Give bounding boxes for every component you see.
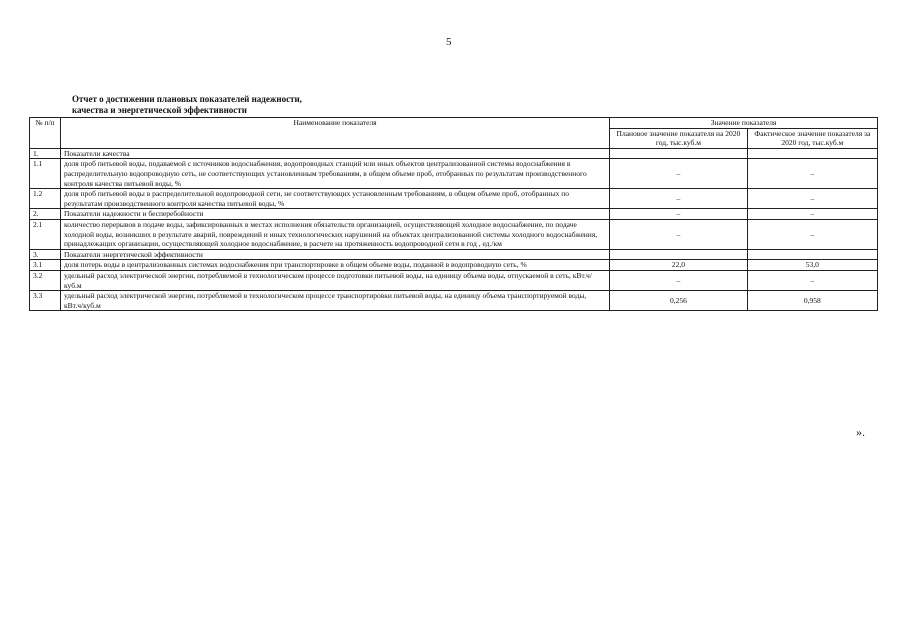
page-number: 5 (446, 36, 452, 48)
plan-value-cell: – (610, 219, 748, 249)
fact-value-cell: – (747, 159, 877, 189)
plan-value-cell (610, 249, 748, 260)
row-number-cell: 2. (30, 209, 61, 220)
row-number-cell: 1.2 (30, 189, 61, 209)
header-plan: Плановое значение показателя на 2020 год, тыс.куб.м (610, 128, 748, 148)
fact-value-cell (747, 249, 877, 260)
plan-value-cell: – (610, 189, 748, 209)
indicator-name-cell: доля проб питьевой воды в распределительной водопроводной сети, не соответствующих установленным требованиям, в общем объеме проб, отобранных по результатам производственного контроля качества питьевой воды, % (61, 189, 610, 209)
plan-value-cell: – (610, 209, 748, 220)
table-row (30, 249, 878, 260)
table-row (30, 148, 878, 159)
fact-value-cell: – (747, 209, 877, 220)
row-number-cell: 2.1 (30, 219, 61, 249)
plan-value-cell: – (610, 270, 748, 290)
fact-value-cell: – (747, 219, 877, 249)
table-row (30, 159, 878, 189)
report-title (72, 94, 302, 116)
indicator-name-cell: доля потерь воды в централизованных системах водоснабжения при транспортировке в общем объеме воды, поданной в водопроводную сеть, % (61, 260, 610, 271)
closing-quote-mark: ». (856, 425, 865, 439)
plan-value-cell (610, 148, 748, 159)
indicator-name-cell: Показатели надежности и бесперебойности (61, 209, 610, 220)
row-number-cell: 3.2 (30, 270, 61, 290)
fact-value-cell: 53,0 (747, 260, 877, 271)
header-num: № п/п (30, 118, 61, 149)
row-number-cell: 1.1 (30, 159, 61, 189)
table-row (30, 291, 878, 311)
row-number-cell: 3.3 (30, 291, 61, 311)
plan-value-cell: 22,0 (610, 260, 748, 271)
table-row (30, 270, 878, 290)
table-row (30, 260, 878, 271)
indicator-name-cell: удельный расход электрической энергии, потребляемой в технологическом процессе транспортировки питьевой воды, на единицу объема транспортируемой воды, кВт.ч/куб.м (61, 291, 610, 311)
table-row (30, 189, 878, 209)
indicator-name-cell: Показатели энергетической эффективности (61, 249, 610, 260)
indicator-name-cell: удельный расход электрической энергии, потребляемой в технологическом процессе подготовки питьевой воды, на единицу объема воды, отпускаемой в сеть, кВт.ч/куб.м (61, 270, 610, 290)
row-number-cell: 3.1 (30, 260, 61, 271)
indicator-name-cell: Показатели качества (61, 148, 610, 159)
header-row-top (30, 118, 878, 129)
plan-value-cell: 0,256 (610, 291, 748, 311)
fact-value-cell: – (747, 189, 877, 209)
fact-value-cell: – (747, 270, 877, 290)
report-title-line-2: качества и энергетической эффективности (72, 105, 247, 115)
header-fact: Фактическое значение показателя за 2020 год, тыс.куб.м (747, 128, 877, 148)
fact-value-cell: 0,958 (747, 291, 877, 311)
indicator-name-cell: доля проб питьевой воды, подаваемой с источников водоснабжения, водопроводных станций или иных объектов централизованной системы водоснабжения в распределительную водопроводную сеть, не соответствующих установленным требованиям, в общем объеме проб, отобранных по результатам производственного контроля качества питьевой воды, % (61, 159, 610, 189)
report-title-line-1: Отчет о достижении плановых показателей надежности, (72, 94, 302, 104)
fact-value-cell (747, 148, 877, 159)
indicator-name-cell: количество перерывов в подаче воды, зафиксированных в местах исполнения обязательств организацией, осуществляющей холодное водоснабжение, по подаче холодной воды, возникших в результате аварий, повреждений и иных технологических нарушений на объектах централизованной системы холодного водоснабжения, принадлежащих организации, осуществляющей холодное водоснабжение, в расчете на протяженность водопроводной сети в год , ед./км (61, 219, 610, 249)
row-number-cell: 1. (30, 148, 61, 159)
table-row (30, 209, 878, 220)
table-row (30, 219, 878, 249)
indicators-table (29, 117, 878, 311)
plan-value-cell: – (610, 159, 748, 189)
header-name: Наименование показателя (61, 118, 610, 149)
table-body (30, 148, 878, 311)
row-number-cell: 3. (30, 249, 61, 260)
header-value-group: Значение показателя (610, 118, 878, 129)
